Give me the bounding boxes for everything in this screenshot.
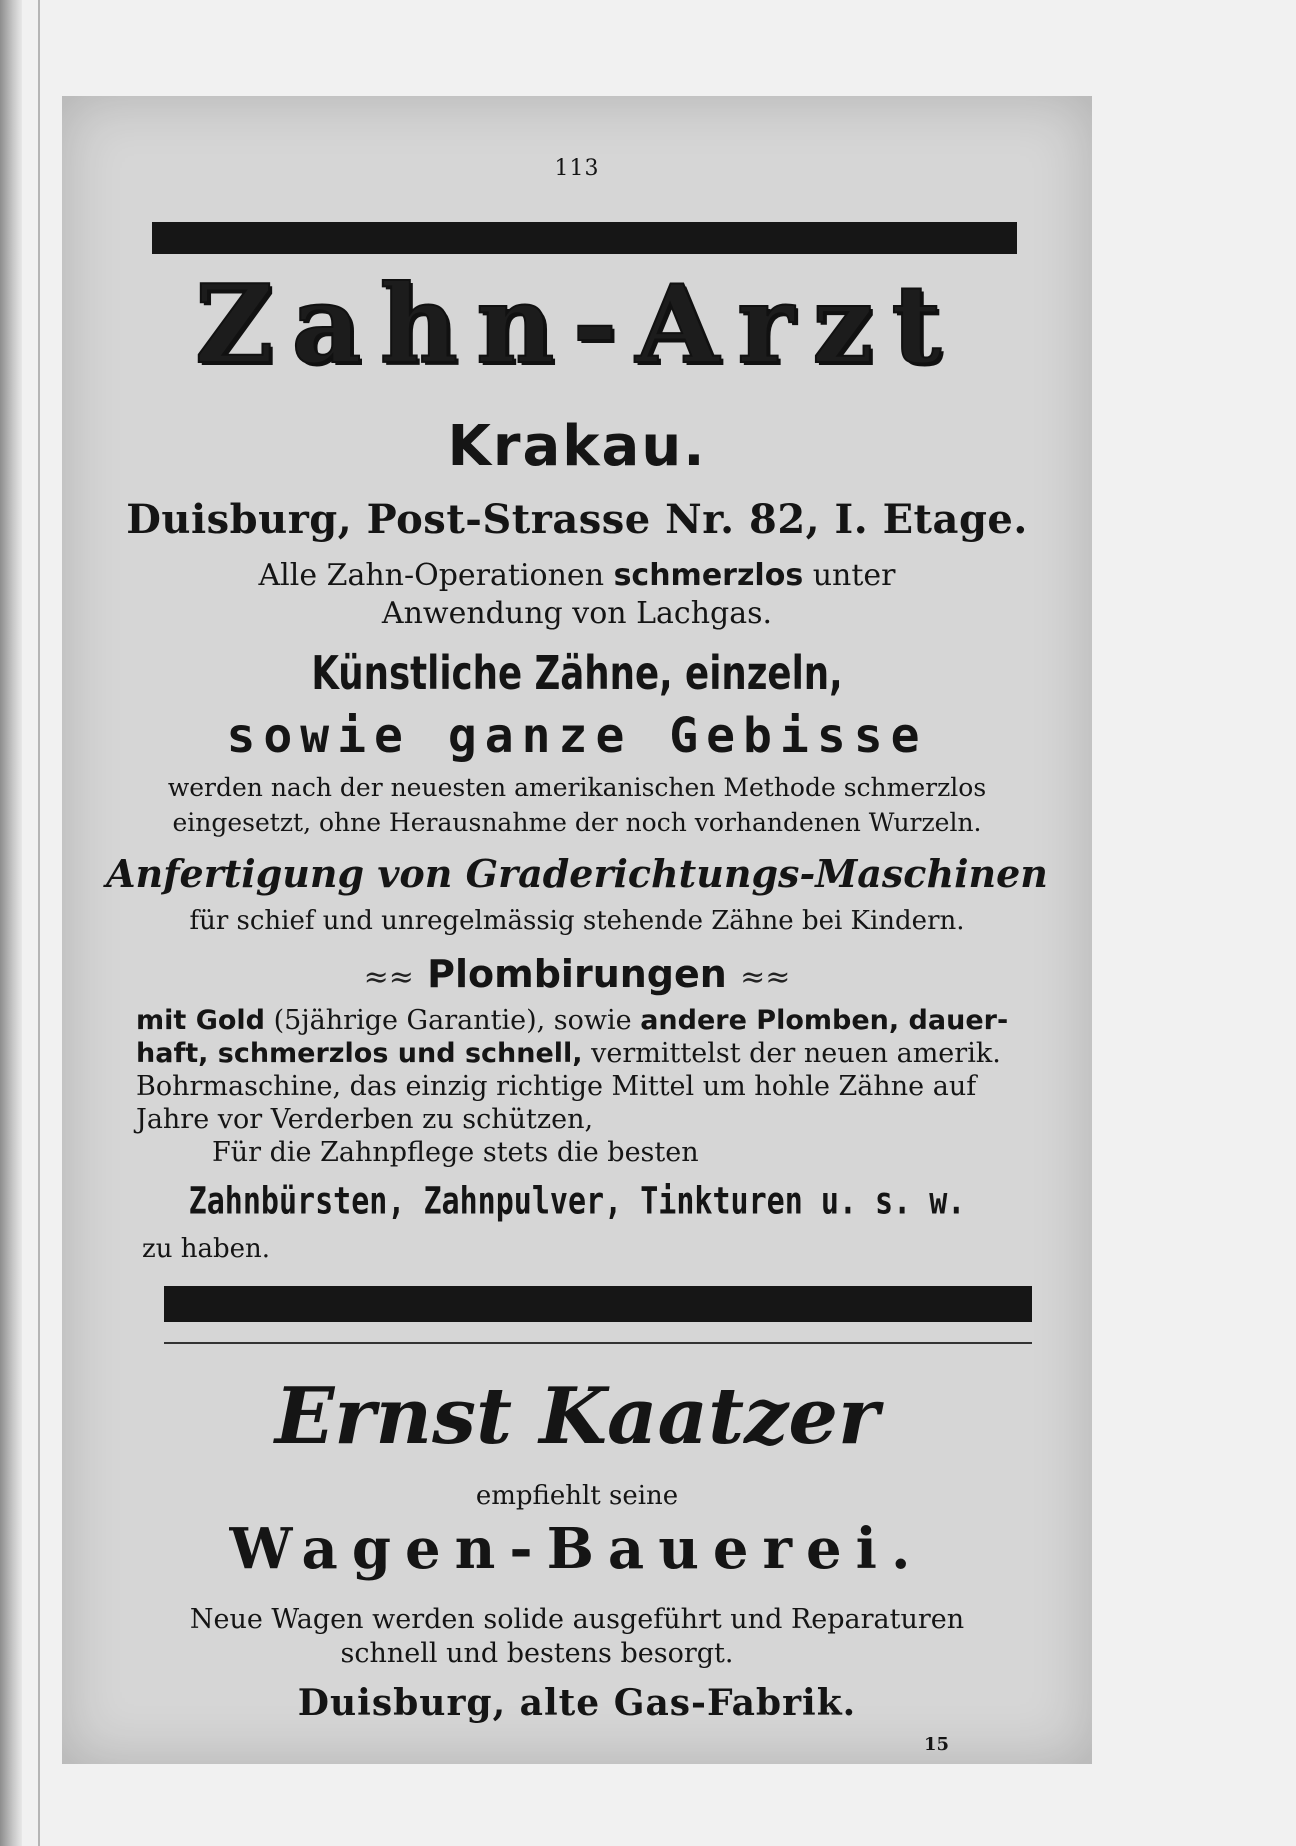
- operations-text-post: unter: [812, 558, 896, 593]
- book-binding-line: [38, 0, 40, 1846]
- folio-number: 15: [924, 1734, 950, 1755]
- operations-text-pre: Alle Zahn-Operationen: [258, 558, 605, 593]
- swash-right-ornament: ≈≈: [740, 960, 791, 995]
- middle-black-rule: [164, 1286, 1032, 1322]
- artificial-teeth-heading: Künstliche Zähne, einzeln,: [311, 646, 843, 700]
- business-text-line-1: Neue Wagen werden solide ausgeführt und Reparaturen: [189, 1604, 965, 1635]
- fillings-line-5: Für die Zahnpflege stets die besten: [212, 1137, 699, 1168]
- business-address: Duisburg, alte Gas-Fabrik.: [297, 1682, 857, 1724]
- braces-heading: Anfertigung von Graderichtungs-Maschinen: [106, 851, 1048, 896]
- recommends-text: empfiehlt seine: [475, 1481, 679, 1511]
- fillings-line-4: Jahre vor Verderben zu schützen,: [136, 1104, 594, 1135]
- book-binding-shadow: [0, 0, 22, 1846]
- method-line-2: eingesetzt, ohne Herausnahme der noch vorhandenen Wurzeln.: [172, 808, 982, 837]
- page-number: 113: [554, 156, 600, 181]
- dentist-address: Duisburg, Post-Strasse Nr. 82, I. Etage.: [126, 496, 1028, 543]
- swash-left-ornament: ≈≈: [363, 960, 414, 995]
- fillings-paragraph: [136, 1004, 1009, 1169]
- care-products: Zahnbürsten, Zahnpulver, Tinkturen u. s. w.: [188, 1179, 966, 1224]
- fillings-line-2: [136, 1037, 1001, 1070]
- fillings-heading-row: [62, 952, 1092, 996]
- operations-text-bold: schmerzlos: [613, 558, 804, 593]
- business-text-line-2: schnell und bestens besorgt.: [340, 1638, 734, 1669]
- fillings-line-1: [136, 1004, 1009, 1037]
- ad-title-dentist: Zahn-Arzt: [194, 262, 960, 388]
- business-name: Wagen-Bauerei.: [229, 1516, 925, 1582]
- dentures-heading: sowie ganze Gebisse: [226, 708, 928, 764]
- thin-divider-rule: [164, 1342, 1032, 1344]
- closing-text: zu haben.: [142, 1234, 270, 1264]
- fillings-heading: Plombirungen: [427, 952, 727, 996]
- method-line-1: werden nach der neuesten amerikanischen Methode schmerzlos: [167, 773, 987, 802]
- coachbuilder-name: Ernst Kaatzer: [274, 1371, 880, 1462]
- dentist-name: Krakau.: [447, 414, 707, 479]
- fillings-drill: vermittelst der neuen amerik.: [591, 1038, 1001, 1069]
- top-black-rule: [152, 222, 1017, 254]
- advertisement-page: [62, 96, 1092, 1764]
- fillings-painless: haft, schmerzlos und schnell,: [136, 1038, 583, 1069]
- fillings-other: andere Plomben, dauer-: [640, 1005, 1009, 1036]
- fillings-guarantee: (5jährige Garantie), sowie: [273, 1005, 632, 1036]
- operations-line-2: Anwendung von Lachgas.: [381, 596, 773, 631]
- fillings-gold: mit Gold: [136, 1005, 265, 1036]
- fillings-line-3: Bohrmaschine, das einzig richtige Mittel um hohle Zähne auf: [136, 1071, 977, 1102]
- operations-line-1: [62, 558, 1092, 593]
- braces-text: für schief und unregelmässig stehende Zähne bei Kindern.: [189, 906, 965, 936]
